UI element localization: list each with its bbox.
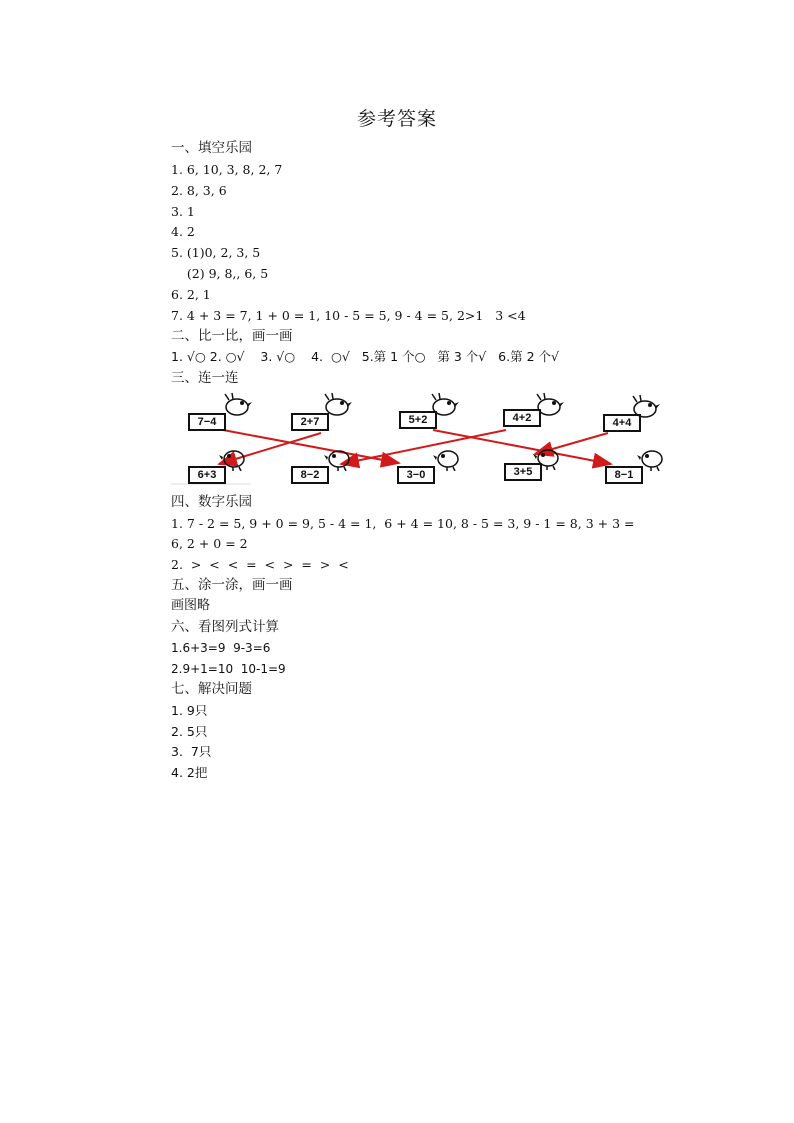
- top-expression-4: 4+2: [503, 409, 541, 427]
- top-expression-5: 4+4: [603, 414, 641, 432]
- matching-exercise: [171, 390, 686, 486]
- answer-line: 2. 5只: [171, 724, 208, 739]
- answer-line: 7. 4 + 3 = 7, 1 + 0 = 1, 10 - 5 = 5, 9 - 4 = 5, 2>1 3 <4: [171, 308, 526, 323]
- answer-line: 2.9+1=10 10-1=9: [171, 662, 286, 676]
- bird-icon: [428, 392, 460, 418]
- section-heading-2: 二、比一比，画一画: [171, 328, 293, 344]
- bird-icon: [533, 392, 565, 418]
- bird-icon: [433, 445, 463, 471]
- answer-line: 1. 7 - 2 = 5, 9 + 0 = 9, 5 - 4 = 1, 6 + 4 = 10, 8 - 5 = 3, 9 - 1 = 8, 3 + 3 =: [171, 516, 635, 531]
- bottom-expression-4: 3+5: [504, 463, 542, 481]
- section-heading-6: 六、看图列式计算: [171, 619, 279, 635]
- answer-line: 1. 9只: [171, 703, 208, 718]
- bird-icon: [533, 444, 563, 470]
- bird-icon: [324, 445, 354, 471]
- bird-icon: [219, 445, 249, 471]
- answer-line: (2) 9, 8,, 6, 5: [171, 266, 269, 281]
- bird-icon: [321, 392, 353, 418]
- bird-icon: [629, 394, 661, 420]
- bottom-expression-2: 8−2: [291, 466, 329, 484]
- page-title: 参考答案: [356, 108, 437, 130]
- answer-line: 1. 6, 10, 3, 8, 2, 7: [171, 162, 283, 177]
- section-heading-4: 四、数字乐园: [171, 494, 252, 510]
- section-heading-5: 五、涂一涂，画一画: [171, 577, 293, 593]
- top-expression-2: 2+7: [291, 413, 329, 431]
- answer-line: 5. (1)0, 2, 3, 5: [171, 245, 261, 260]
- bird-icon: [221, 392, 253, 418]
- answer-line: 2. 8, 3, 6: [171, 183, 227, 198]
- answer-line: 1. √○ 2. ○√ 3. √○ 4. ○√ 5.第 1 个○ 第 3 个√ 6.第 2 个√: [171, 349, 559, 364]
- bird-icon: [637, 445, 667, 471]
- answer-line: 6. 2, 1: [171, 287, 211, 302]
- answer-line: 6, 2 + 0 = 2: [171, 536, 248, 551]
- bottom-expression-3: 3−0: [397, 466, 435, 484]
- answer-line: 1.6+3=9 9-3=6: [171, 641, 271, 655]
- bottom-expression-1: 6+3: [188, 466, 226, 484]
- answer-line: 2. > < < = < > = > <: [171, 557, 349, 572]
- top-expression-3: 5+2: [399, 411, 437, 429]
- answer-line: 3. 1: [171, 204, 195, 219]
- top-expression-1: 7−4: [188, 413, 226, 431]
- arrow-4+2-to-8-2: [341, 430, 506, 464]
- answer-line: 3. 7只: [171, 744, 212, 759]
- section-heading-3: 三、连一连: [171, 370, 239, 386]
- bottom-expression-5: 8−1: [605, 466, 643, 484]
- section-heading-7: 七、解决问题: [171, 681, 252, 697]
- answer-line: 4. 2把: [171, 765, 208, 780]
- answer-line: 画图略: [171, 598, 211, 613]
- answer-line: 4. 2: [171, 224, 195, 239]
- section-heading-1: 一、填空乐园: [171, 140, 252, 156]
